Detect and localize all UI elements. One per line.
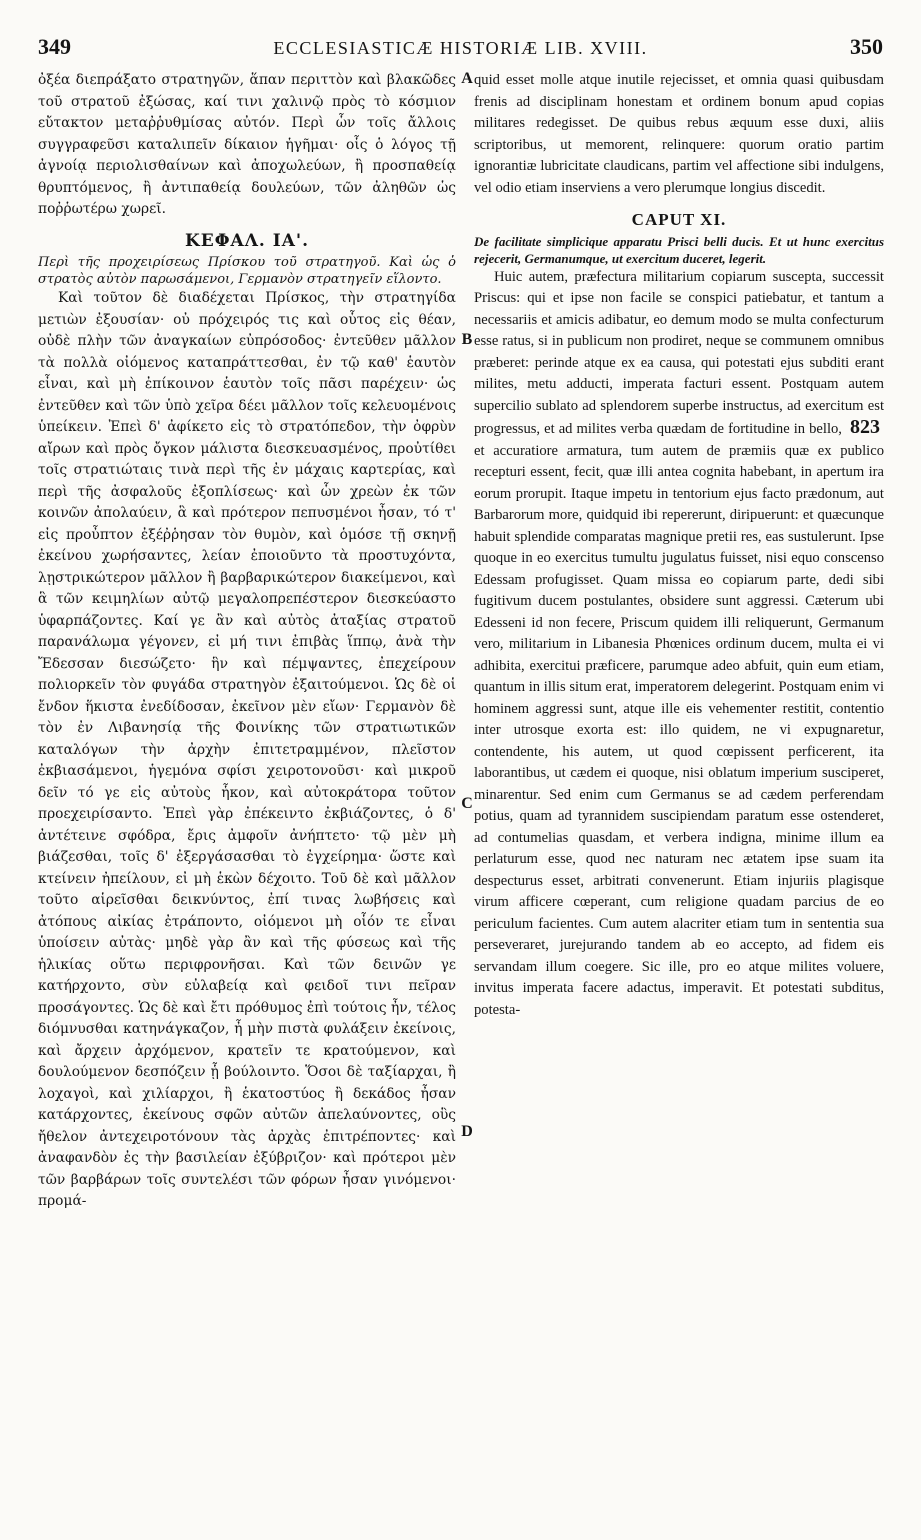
margin-marker-c: C [461,795,473,812]
greek-chapter-heading: ΚΕΦΑΛ. ΙΑ'. [184,230,310,251]
right-page-number: 350 [849,34,883,59]
margin-marker-a: A [461,70,473,87]
margin-marker-d: D [461,1123,473,1140]
greek-opening-paragraph: ὀξέα διεπράξατο στρατηγῶν, ἅπαν περιττὸν καὶ βλακῶδες τοῦ στρατοῦ ἐξώσας, καί τινι χαλινῷ πρὸς τὸ κόσμιον εὔτακτον μεταῤῥυθμίσας αὐτόν. Περὶ ὧν τοῖς ἄλλοις συγγραφεῦσι καταλιπεῖν δίκαιον ἡγῆμαι· οἷς ὁ λόγος τῇ ἀγνοίᾳ περιολισθαίνων καὶ ἀποχωλεύων, ἢ προσπαθείᾳ θρυπτόμενος, ἢ ἀντιπαθείᾳ δουλεύων, τῶν ἀληθῶν ὡς ποῤῥωτέρω χωρεῖ. [38,72,456,217]
page-header [38,34,883,64]
latin-chapter-summary: De facilitate simplicique apparatu Prisci belli ducis. Et ut hunc exercitus rejecerit, Germanumque, ut exercitum duceret, legerit. [474,233,884,266]
greek-body-paragraph: Καὶ τοῦτον δὲ διαδέχεται Πρίσκος, τὴν στρατηγίδα μετιὼν ἐξουσίαν· οὐ πρόχειρός τις καὶ οὗτος εἰς θέαν, οὐδὲ πλὴν τῶν ἀναγκαίων εὐπρόσοδος· ἐντεῦθεν μᾶλλον τὰ πολλὰ οἰόμενος καταπράττεσθαι, ἐν τῷ καθ' ἑαυτὸν εἶναι, καὶ μὴ ἐπίκοινον ἑαυτὸν τοῖς πᾶσι παρέχειν· ὡς ἐντεῦθεν καὶ τῶν ὑπὸ χεῖρα δέει μᾶλλον τοῖς κελευομένοις ὑπείκειν. Ἐπεὶ δ' ἀφίκετο εἰς τὸ στρατόπεδον, τὴν ὀφρὺν αἴρων καὶ πρὸς ὄγκον μάλιστα διεσκευασμένος, προὐτίθει τοῖς στρατιώταις τινὰ περὶ τῆς ἐν μάχαις καρτερίας, καὶ περὶ τῆς ἀσφαλοῦς ἐξοπλίσεως· καὶ ὧν χρεὼν ἐκ τῶν κοινῶν ἀπολαύειν, ἃ καὶ πρότερον πεπυσμένοι ἦσαν, τό τ' εἰς προὖπτον ἐξέῤῥησαν τὸν θυμὸν, καὶ ὁμόσε τῇ σκηνῇ ἐκείνου χωρήσαντες, λείαν ἐποιοῦντο τὰ προστυχόντα, λῃστρικώτερον μᾶλλον ἢ βαρβαρικώτερον διακείμενοι, καὶ ἃ τῶν κειμηλίων αὐτῷ μεγαλοπρεπέστερον διεσκεύαστο ὑφαρπάζοντες. Καί γε ἂν καὶ αὐτὸς ἀταξίας στρατοῦ παρανάλωμα γέγονεν, εἰ μή τινι ἐπιβὰς ἵππῳ, ἀνὰ τὴν Ἔδεσσαν διεσώζετο· ἣν καὶ πέμψαντες, ἐπεχείρουν πολιορκεῖν τὸν φυγάδα στρατηγὸν ἐξαιτούμενοι. Ὡς δὲ οἱ ἔνδον ἥκιστα ἐνεδίδοσαν, ἐκεῖνον μὲν εἴων· Γερμανὸν δὲ τὸν ἐν Λιβανησίᾳ τῆς Φοινίκης τῶν στρατιωτικῶν καταλόγων τὴν ἀρχὴν ἐπιτετραμμένον, πλεῖστον ἐκβιασάμενοι, ἡγεμόνα σφίσι χειροτονοῦσι· καὶ μικροῦ δεῖν τό γε εἰς αὐτοὺς ἧκον, καὶ αὐτοκράτορα τοῦτον προεχειρίσαντο. Ἐπεὶ γὰρ ἐπέκειντο ἐκβιάζοντες, ὁ δ' ἀντέτεινε σφόδρα, ἔρις ἀμφοῖν ἀνήπτετο· τῷ μὲν μὴ βιάζεσθαι, τοῖς δ' ἐξεργάσασθαι τὸ ἐγχείρημα· ὥστε καὶ κτείνειν ἠπείλουν, εἰ μὴ ἑκὼν δέχοιτο. Τοῦ δὲ καὶ μᾶλλον τοῦτο αἱρεῖσθαι δεικνύντος, ἐπί τινας λωβήσεις καὶ ἀτόπους αἰκίας ἐτράποντο, οἰόμενοι μὴ οἷόν τε εἶναι ὑποίσειν αὐτὰς· μηδὲ γὰρ ἂν καὶ τῆς φύσεως καὶ τῆς ἡλικίας οὕτω περιφρονῆσαι. Καὶ τῶν δεινῶν γε κατήρχοντο, σὺν εὐλαβείᾳ καὶ φειδοῖ τινι πεῖραν προσάγοντες. Ὡς δὲ καὶ ἔτι πρόθυμος ἐπὶ τούτοις ἦν, τέλος διόμνυσθαι κατηνάγκαζον, ἦ μὴν πιστὰ φυλάξειν ἐκείνοις, καὶ ἄρχειν ἀρχόμενον, κρατεῖν τε κρατούμενον, καὶ δουλούμενον δεσπόζειν ᾗ βούλοιντο. Ὅσοι δὲ ταξίαρχαι, ἢ λοχαγοὶ, καὶ χιλίαρχοι, ἢ ἑκατοστύος ἢ δεκάδος ἦσαν κατάρχοντες, ἐκείνους σφῶν αὐτῶν ἀπελαύνοντες, οὓς ἤθελον ἀντεχειροτόνουν τὰς ἀρχὰς ἐπιτρέποντες· καὶ ἀναφανδὸν ἐς τὴν βασιλείαν ἐξύβριζον· καὶ πρότεροι μὲν τῶν βαρβάρων τοῖς συντελέσι τῶν φόρων ἦσαν γινόμενοι· προμά- [38,290,456,1209]
column-number: 823 [850,416,880,438]
greek-chapter-summary: Περὶ τῆς προχειρίσεως Πρίσκου τοῦ στρατηγοῦ. Καὶ ὡς ὁ στρατὸς αὐτὸν παρωσάμενοι, Γερμανὸν στρατηγεῖν εἵλοντο. [38,255,456,287]
latin-body-before-number: Huic autem, præfectura militarium copiarum suscepta, successit Priscus: qui et ipse non facile se conspici patiebatur, et tantum a necessariis et amicis adibatur, eo demum modo se multa confecturum esse ratus, si in publicum non prodiret, neque se communem omnibus præberet: perinde atque ex ea causa, qui potestati ejus subditi erant milites, metu adducti, imperata facturi essent. Postquam autem supercilio sublato ad splendorem superbe instructus, ad exercitum est progressus, et ad milites verba quædam de fortitudine in bello, [474,268,884,437]
greek-column [38,70,456,1526]
latin-opening-paragraph: quid esset molle atque inutile rejecisset, et omnia quasi quibusdam frenis ad disciplinam honestam et ordinem bonum apud copias militares redegisset. De quibus rebus æquum esse duxi, aliis scriptoribus, ut memorent, relinquere: quorum oratio partim ignorantiæ lubricitate claudicans, partim vel affectione sibi indulgens, vel odio etiam inserviens a vero plerumque longius discedit. [474,72,884,196]
latin-body-paragraph [474,267,884,1022]
latin-chapter-heading: CAPUT XI. [631,210,727,229]
left-page-number: 349 [38,34,71,59]
running-title: ECCLESIASTICÆ HISTORIÆ LIB. XVIII. [273,38,648,58]
latin-body-after-number: et accuratiore armatura, tum autem de præmiis quæ ex publico recepturi essent, fecit, quæ illi antea cognita habebant, in apertum ira eorum prorupit. Itaque impetu in tentorium ejus facto prædonum, aut Barbarorum more, quidquid ibi repererunt, diripuerunt: et quæcunque habuit splendide comparatas magnique pretii res, eas sustulerunt. Ipse quoque in eo exercitus tumultu jugulatus fuisset, nisi equo conscenso Edessam profugisset. Quam missa eo copiarum parte, dedi sibi fugitivum ducem postulantes, obsidere sunt aggressi. Cæterum ubi Edesseni id non fecere, Priscum quidem illi reliquerunt, Germanum vero, militarium in Libanesia Phœnices ordinum ducem, multa ei vi adhibita, exercitui præficere, parumque adeo abfuit, quin eum etiam, quantum in illis situm erat, imperatorem delegerint. Postquam enim vi hominem aggressi sunt, atque ille eis vehementer restitit, contentio inter utrosque exorta est: illo quidem, ne vi expugnaretur, contendente, his autem, ut quod cœpissent perficerent, ita laborantibus, ut cædem ei quoque, nisi oblatum imperium susciperet, minarentur. Sed enim cum Germanus se ad cædem perferendam potius, quam ad tyrannidem suscipiendam paratum esse ostenderet, ad contumelias quasdam, et verbera indigna, minime illum ea perlaturum esse, quod nec naturam nec ætatem ipse suam ita despecturus esset, arbitrati convenerunt. Etiam injuriis plagisque virum afficere cœperant, cum religione quadam parcius de eo periculum facientes. Cum autem alacriter etiam tum in sententia sua perseveraret, jurejurando tandem ab eo accepto, ad fidem eis servandam illum coegere. Sic ille, pro eo atque milites voluere, invitus imperata facere adactus, imperavit. Et potestati subditus, potesta- [474,442,884,1018]
margin-marker-b: B [461,331,473,348]
latin-column [474,70,884,1526]
